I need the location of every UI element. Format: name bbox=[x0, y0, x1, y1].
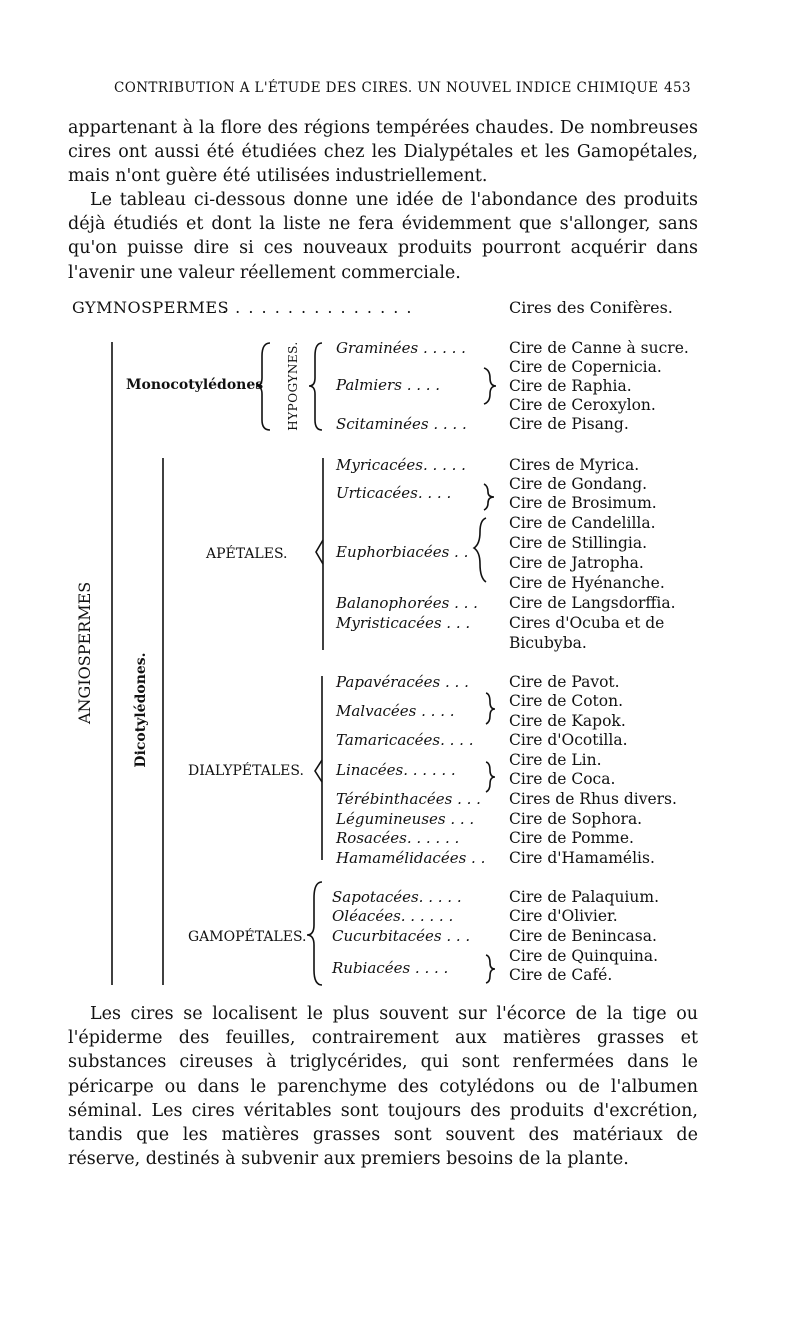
gymnospermes-cire: Cires des Conifères. bbox=[509, 298, 673, 317]
cire-copernicia: Cire de Copernicia. bbox=[509, 358, 662, 376]
cire-sophora: Cire de Sophora. bbox=[509, 810, 643, 828]
cire-bicubyba: Bicubyba. bbox=[509, 634, 587, 652]
gamopetales-label: GAMOPÉTALES. bbox=[188, 929, 307, 945]
family-papaveracees: Papavéracées . . . bbox=[336, 673, 469, 691]
family-palmiers: Palmiers . . . . bbox=[336, 376, 441, 394]
family-rubiacees: Rubiacées . . . . bbox=[332, 959, 449, 977]
family-cucurbitacees: Cucurbitacées . . . bbox=[332, 927, 471, 945]
paragraph-3: Les cires se localisent le plus souvent sur l'écorce de la tige ou l'épiderme des feuilles, contrairement aux matières grasses et substances cireuses à triglycérides, qui sont renfermées dans le péricarpe ou dans le parenchyme des cotylédons ou de l'albumen séminal. Les cires véritables sont toujours des produits d'excrétion, tandis que les matières grasses sont souvent des matériaux de réserve, destinés à subvenir aux premiers besoins de la plante. bbox=[68, 1004, 698, 1170]
cire-palaquium: Cire de Palaquium. bbox=[509, 888, 659, 906]
family-legumineuses: Légumineuses . . . bbox=[336, 810, 475, 828]
cire-stillingia: Cire de Stillingia. bbox=[509, 534, 648, 552]
dicotyledones-label: Dicotylédones. bbox=[133, 652, 149, 768]
family-graminees: Graminées . . . . . bbox=[336, 339, 466, 357]
family-sapotacees: Sapotacées. . . . . bbox=[332, 888, 462, 906]
cire-jatropha: Cire de Jatropha. bbox=[509, 554, 644, 572]
cire-olivier: Cire d'Olivier. bbox=[509, 907, 618, 925]
cire-cafe: Cire de Café. bbox=[509, 966, 613, 984]
hypogynes-label: HYPOGYNES. bbox=[286, 341, 300, 431]
cire-kapok: Cire de Kapok. bbox=[509, 712, 626, 730]
cire-lin: Cire de Lin. bbox=[509, 751, 602, 769]
cire-candelilla: Cire de Candelilla. bbox=[509, 514, 656, 532]
running-title: CONTRIBUTION A L'ÉTUDE DES CIRES. UN NOUVEL INDICE CHIMIQUE bbox=[114, 80, 659, 96]
cire-pavot: Cire de Pavot. bbox=[509, 673, 620, 691]
angiospermes-label: ANGIOSPERMES bbox=[75, 581, 94, 724]
cire-coton: Cire de Coton. bbox=[509, 692, 624, 710]
cire-benincasa: Cire de Benincasa. bbox=[509, 927, 657, 945]
paragraph-2: Le tableau ci-dessous donne une idée de l'abondance des produits déjà étudiés et dont la liste ne fera évidemment que s'allonger, sans qu'on puisse dire si ces nouveaux produits pourront acquérir dans l'avenir une valeur réellement commerciale. bbox=[68, 190, 698, 283]
dialypetales-label: DIALYPÉTALES. bbox=[188, 763, 304, 779]
cire-brosimum: Cire de Brosimum. bbox=[509, 494, 657, 512]
cire-quinquina: Cire de Quinquina. bbox=[509, 947, 658, 965]
cire-gondang: Cire de Gondang. bbox=[509, 475, 648, 493]
family-euphorbiacees: Euphorbiacées . . bbox=[336, 543, 469, 561]
cire-hamamelis: Cire d'Hamamélis. bbox=[509, 849, 655, 867]
family-balanophorees: Balanophorées . . . bbox=[336, 594, 478, 612]
family-rosacees: Rosacées. . . . . . bbox=[336, 829, 460, 847]
cire-pisang: Cire de Pisang. bbox=[509, 415, 629, 433]
monocotyledones-label: Monocotylédones bbox=[126, 377, 264, 393]
page-number: 453 bbox=[664, 80, 691, 96]
family-tamaricacees: Tamaricacées. . . . bbox=[336, 731, 474, 749]
gymnospermes-label: GYMNOSPERMES bbox=[72, 298, 230, 317]
gymnospermes-leader: . . . . . . . . . . . . . . . bbox=[222, 298, 413, 317]
family-hamamelidacees: Hamamélidacées . . bbox=[336, 849, 486, 867]
family-urticacees: Urticacées. . . . bbox=[336, 484, 452, 502]
apetales-label: APÉTALES. bbox=[206, 546, 288, 562]
paragraph-1: appartenant à la flore des régions tempérées chaudes. De nombreuses cires ont aussi été étudiées chez les Dialypétales et les Gamopétales, mais n'ont guère été utilisées industriellement. bbox=[68, 118, 698, 187]
cire-pomme: Cire de Pomme. bbox=[509, 829, 634, 847]
family-myricacees: Myricacées. . . . . bbox=[336, 456, 466, 474]
cire-ocuba: Cires d'Ocuba et de bbox=[509, 614, 665, 632]
cire-rhus: Cires de Rhus divers. bbox=[509, 790, 677, 808]
family-linacees: Linacées. . . . . . bbox=[336, 761, 456, 779]
cire-hyenanche: Cire de Hyénanche. bbox=[509, 574, 665, 592]
cire-raphia: Cire de Raphia. bbox=[509, 377, 632, 395]
family-terebinthacees: Térébinthacées . . . bbox=[336, 790, 481, 808]
cire-canne: Cire de Canne à sucre. bbox=[509, 339, 689, 357]
cire-langsdorffia: Cire de Langsdorffia. bbox=[509, 594, 676, 612]
cire-ceroxylon: Cire de Ceroxylon. bbox=[509, 396, 656, 414]
family-malvacees: Malvacées . . . . bbox=[336, 702, 455, 720]
family-oleacees: Oléacées. . . . . . bbox=[332, 907, 454, 925]
cire-ocotilla: Cire d'Ocotilla. bbox=[509, 731, 628, 749]
family-scitaminees: Scitaminées . . . . bbox=[336, 415, 467, 433]
cire-myrica: Cires de Myrica. bbox=[509, 456, 640, 474]
cire-coca: Cire de Coca. bbox=[509, 770, 616, 788]
family-myristicacees: Myristicacées . . . bbox=[336, 614, 471, 632]
